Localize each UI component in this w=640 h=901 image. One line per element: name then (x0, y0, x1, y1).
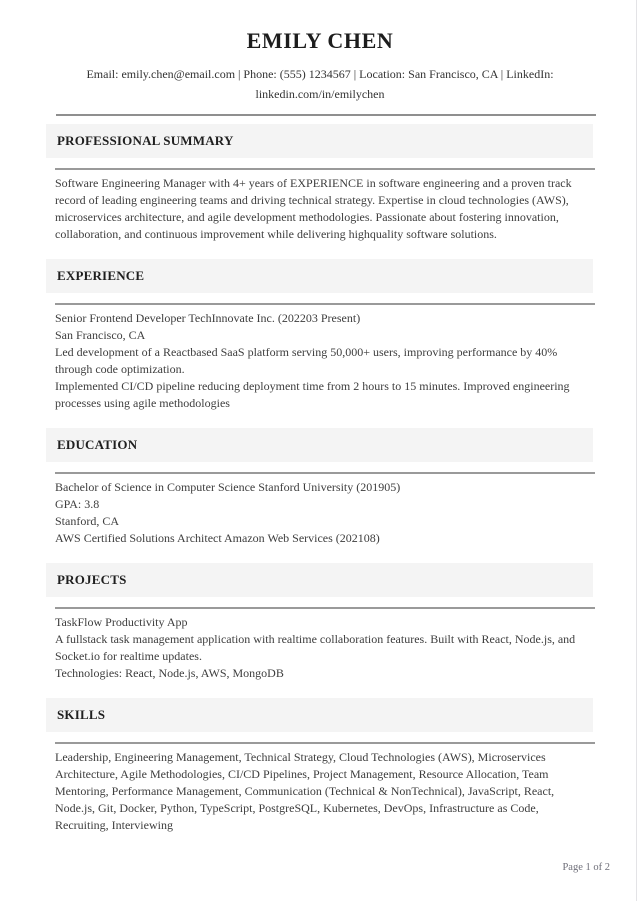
resume-header (0, 28, 640, 104)
paragraph: Senior Frontend Developer TechInnovate Inc. (202203 Present) (55, 311, 361, 325)
section-title: EXPERIENCE (57, 268, 145, 283)
paragraph: Led development of a Reactbased SaaS platform serving 50,000+ users, improving performance by 40% through code optimization. (55, 345, 558, 376)
paragraph: San Francisco, CA (55, 328, 146, 342)
page-number: Page 1 of 2 (562, 862, 610, 873)
section-divider (55, 472, 595, 474)
section-content (55, 175, 595, 243)
section-content (55, 310, 595, 412)
paragraph: Software Engineering Manager with 4+ years of EXPERIENCE in software engineering and a proven track record of leading engineering teams and driving technical strategy. Expertise in cloud technologies (AWS), microservices architecture, and agile development methodologies. Passionate about fostering innovation, collaboration, and continuous improvement while delivering highquality software solutions. (55, 176, 572, 241)
section-divider (55, 168, 595, 170)
paragraph: Implemented CI/CD pipeline reducing deployment time from 2 hours to 15 minutes. Improved engineering processes using agile methodologies (55, 379, 570, 410)
section-header-band (46, 124, 593, 158)
section-header-band (46, 698, 593, 732)
resume-name: EMILY CHEN (246, 28, 394, 53)
section-experience (0, 259, 640, 412)
section-skills (0, 698, 640, 834)
section-content (55, 749, 595, 834)
paragraph: TaskFlow Productivity App (55, 615, 188, 629)
section-divider (55, 742, 595, 744)
section-professional-summary (0, 124, 640, 243)
paragraph: AWS Certified Solutions Architect Amazon Web Services (202108) (55, 531, 380, 545)
section-title: PROJECTS (57, 572, 127, 587)
section-header-band (46, 563, 593, 597)
section-header-band (46, 259, 593, 293)
paragraph: Bachelor of Science in Computer Science Stanford University (201905) (55, 480, 401, 494)
section-education (0, 428, 640, 547)
paragraph: Leadership, Engineering Management, Technical Strategy, Cloud Technologies (AWS), Microservices Architecture, Agile Methodologies, CI/CD Pipelines, Project Management, Resource Allocation, Team Mentoring, Performance Management, Communication (Technical & NonTechnical), JavaScript, React, Node.js, Git, Docker, Python, TypeScript, PostgreSQL, Kubernetes, DevOps, Infrastructure as Code, Recruiting, Interviewing (55, 750, 555, 832)
section-title: SKILLS (57, 707, 106, 722)
paragraph: Technologies: React, Node.js, AWS, MongoDB (55, 666, 284, 680)
page-right-edge-line (636, 0, 637, 901)
header-divider (56, 114, 596, 116)
section-content (55, 479, 595, 547)
section-divider (55, 607, 595, 609)
section-title: EDUCATION (57, 437, 138, 452)
section-title: PROFESSIONAL SUMMARY (57, 133, 234, 148)
paragraph: GPA: 3.8 (55, 497, 100, 511)
section-projects (0, 563, 640, 682)
section-divider (55, 303, 595, 305)
contact-info: Email: emily.chen@email.com | Phone: (555) 1234567 | Location: San Francisco, CA | LinkedIn: linkedin.com/in/emilychen (86, 67, 554, 101)
section-header-band (46, 428, 593, 462)
section-content (55, 614, 595, 682)
paragraph: A fullstack task management application with realtime collaboration features. Built with React, Node.js, and Socket.io for realtime updates. (55, 632, 576, 663)
paragraph: Stanford, CA (55, 514, 119, 528)
